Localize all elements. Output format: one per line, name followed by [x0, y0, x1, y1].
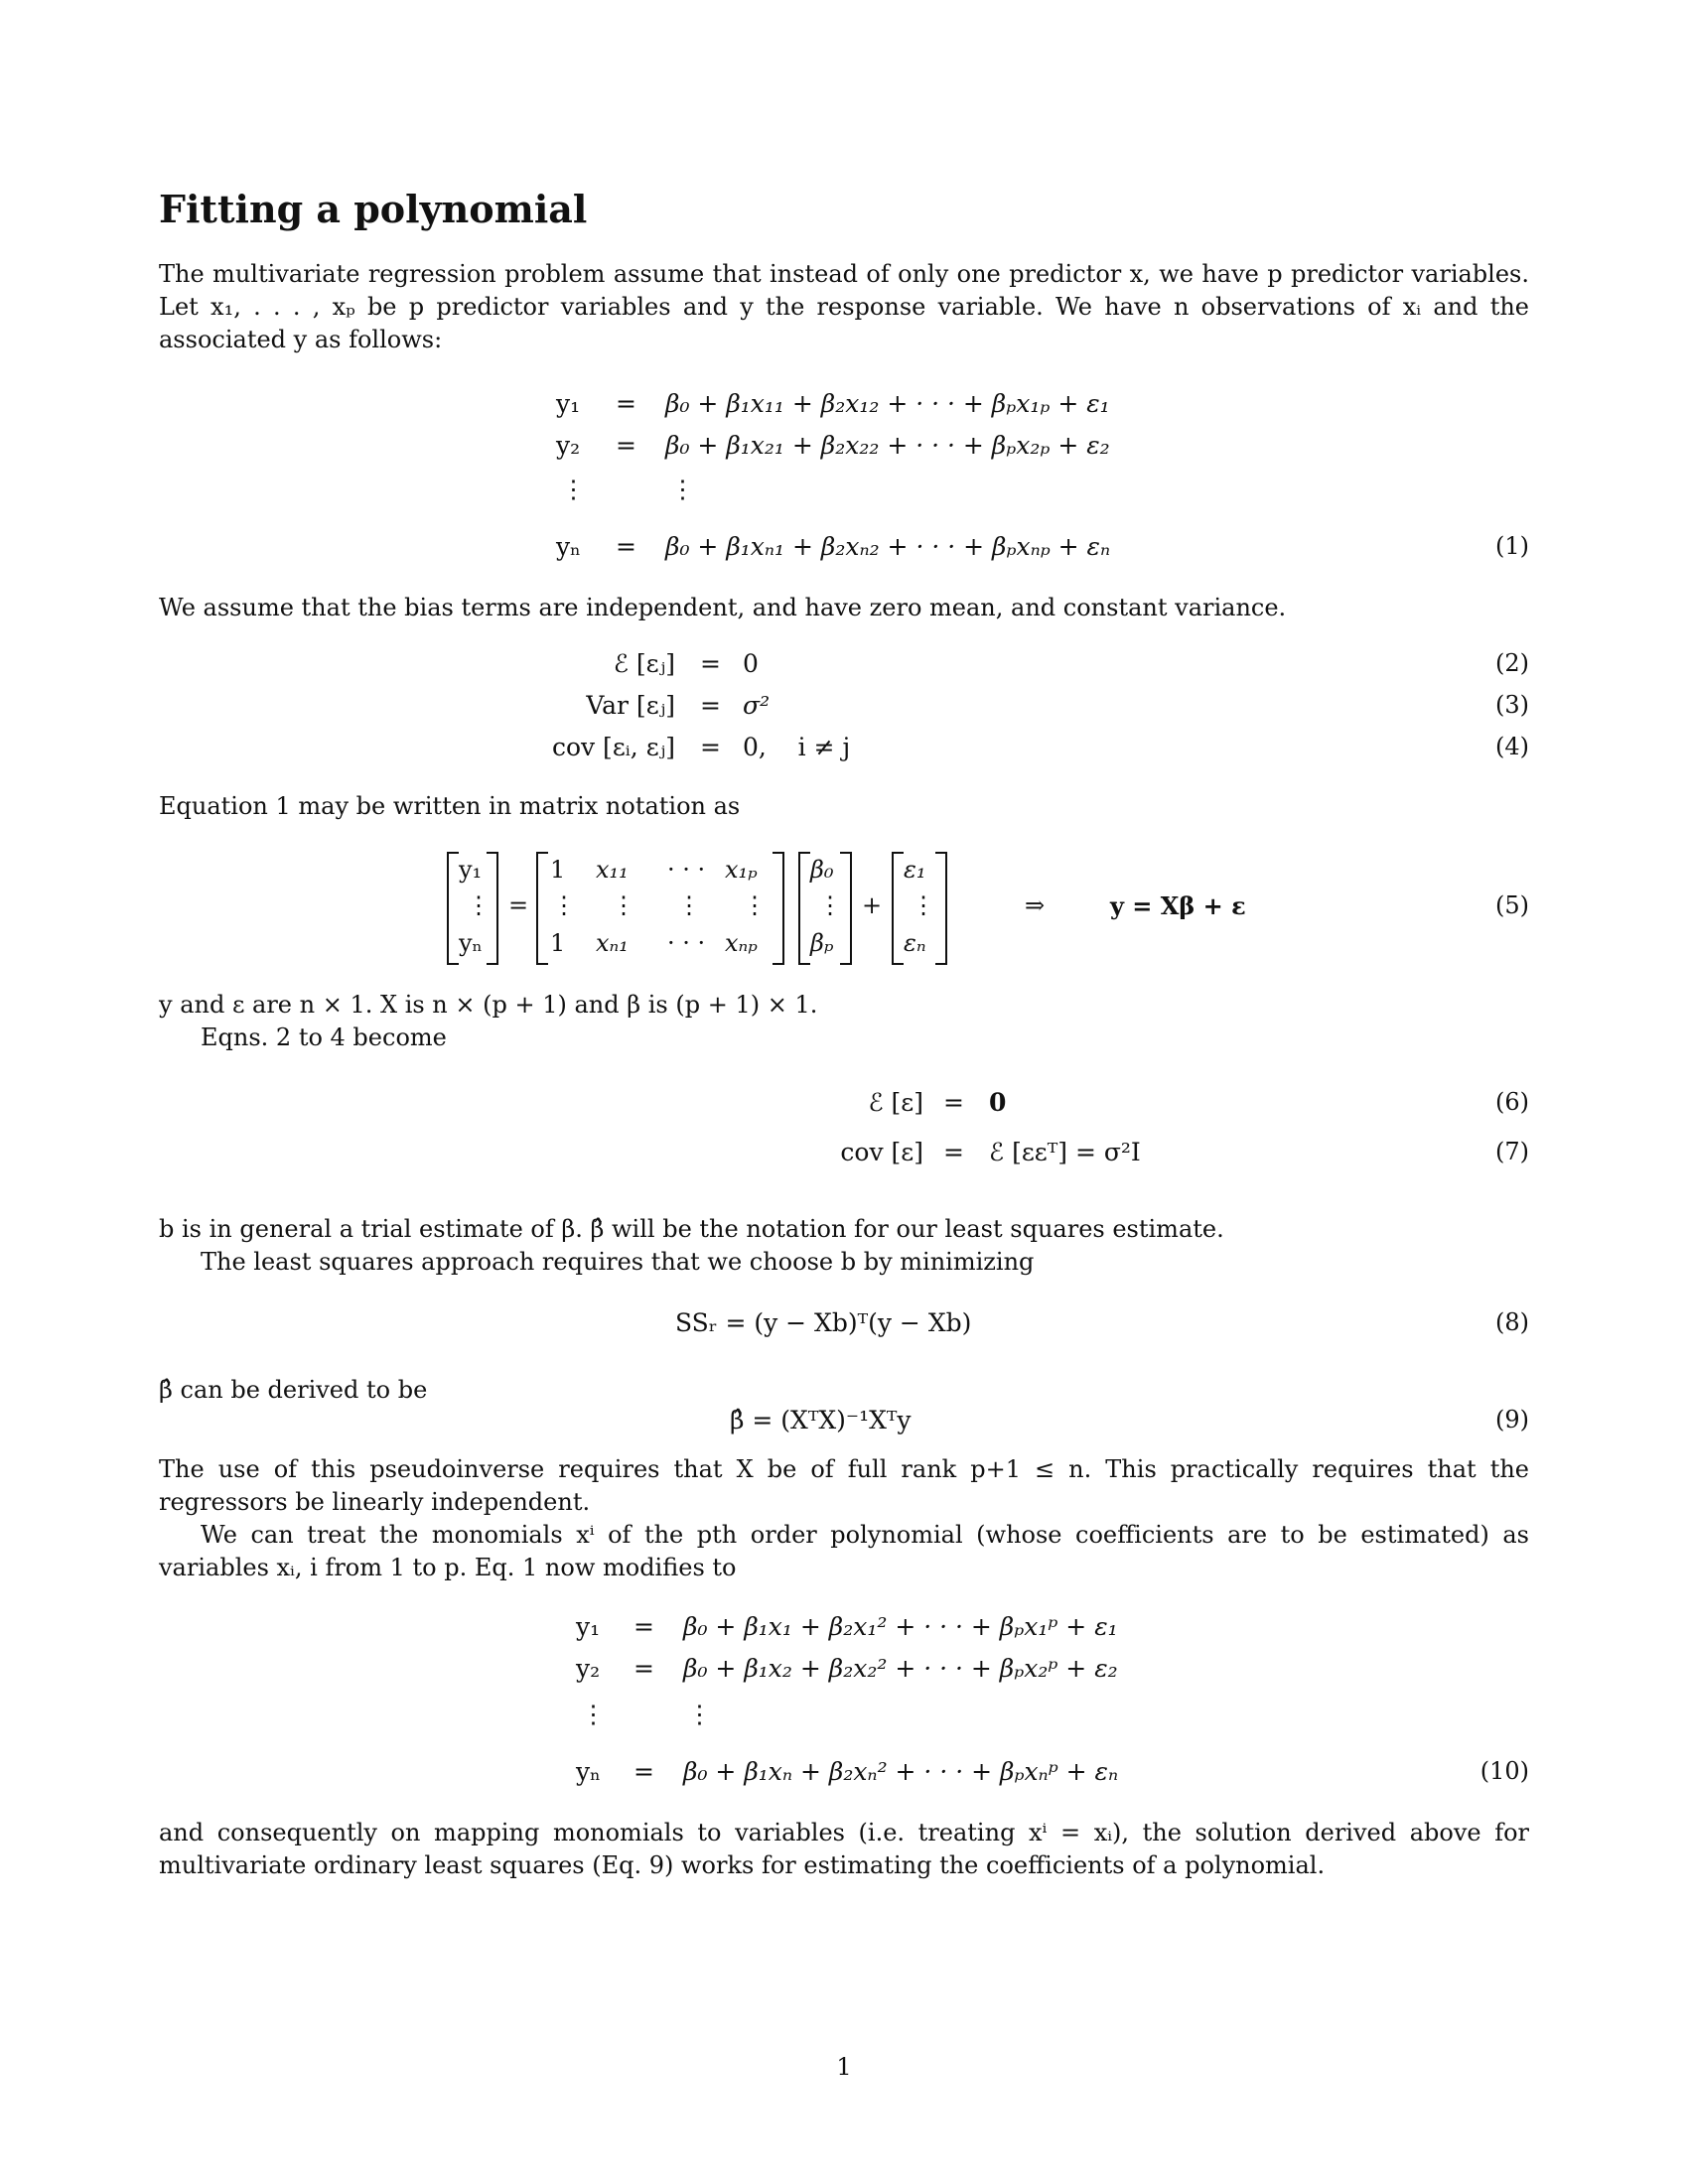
monomials-paragraph: We can treat the monomials xⁱ of the pth order polynomial (whose coefficients are to be estimated) as variables xᵢ, i from 1 to p. Eq. 1 now modifies to	[159, 1521, 1529, 1581]
eq5-number: (5)	[1495, 891, 1529, 919]
eq10-rel-4: =	[633, 1757, 654, 1786]
least-squares-paragraph: The least squares approach requires that we choose b by minimizing	[201, 1248, 1035, 1276]
eq10-number: (10)	[1479, 1757, 1529, 1785]
eq10-lhs-3: ⋮	[581, 1700, 606, 1728]
eq2-number: (2)	[1495, 649, 1529, 677]
eq3-rhs: σ²	[743, 691, 771, 720]
trial-estimate-paragraph: b is in general a trial estimate of β. β̂ will be the notation for our least squares estimate.	[159, 1215, 1224, 1243]
eq1-rel-2: =	[616, 431, 636, 460]
eq10-rel-1: =	[633, 1612, 654, 1641]
eq4-number: (4)	[1495, 733, 1529, 760]
eq6-rel: =	[943, 1088, 964, 1117]
y-vector-left-bracket	[447, 852, 459, 965]
y-vector-entry: yₙ	[459, 929, 483, 957]
eq1-lhs-4: yₙ	[556, 532, 581, 561]
page-number: 1	[836, 2053, 852, 2081]
equation-9: β̂ = (XᵀX)⁻¹Xᵀy	[730, 1406, 912, 1434]
beta-vector-left-bracket	[798, 852, 810, 965]
eps-vector-right-bracket	[935, 852, 947, 965]
beta-vector-entry: β₀	[810, 856, 834, 884]
x-matrix-left-bracket	[536, 852, 548, 965]
eq3-rel: =	[700, 691, 721, 720]
implies-arrow: ⇒	[1025, 891, 1046, 919]
eq7-rhs: ℰ [εεᵀ] = σ²I	[989, 1138, 1141, 1166]
eps-vector-entry: ε₁	[904, 856, 926, 884]
conclusion-paragraph: and consequently on mapping monomials to variables (i.e. treating xⁱ = xᵢ), the solution derived above for multivariate ordinary least squares (Eq. 9) works for estimating the coefficients of a polynomial.	[159, 1819, 1529, 1879]
beta-vector-entry: βₚ	[810, 929, 834, 957]
eq2-rhs: 0	[743, 649, 759, 678]
eq2-rel: =	[700, 649, 721, 678]
beta-vector-right-bracket	[840, 852, 852, 965]
x-matrix-cell: · · ·	[667, 929, 706, 957]
eq10-lhs-2: y₂	[576, 1654, 601, 1683]
eq1-rhs-1: β₀ + β₁x₁₁ + β₂x₁₂ + · · · + βₚx₁ₚ + ε₁	[665, 389, 1110, 418]
x-matrix-cell: 1	[550, 929, 566, 957]
become-paragraph: Eqns. 2 to 4 become	[201, 1024, 447, 1051]
page-title: Fitting a polynomial	[159, 187, 588, 231]
eq10-rhs-2: β₀ + β₁x₂ + β₂x₂² + · · · + βₚx₂ᵖ + ε₂	[683, 1654, 1118, 1683]
eq1-rhs-2: β₀ + β₁x₂₁ + β₂x₂₂ + · · · + βₚx₂ₚ + ε₂	[665, 431, 1110, 460]
eq1-rhs-4: β₀ + β₁xₙ₁ + β₂xₙ₂ + · · · + βₚxₙₚ + εₙ	[665, 532, 1111, 561]
eq10-rel-3: ⋮	[687, 1700, 712, 1728]
x-matrix-cell: ⋮	[552, 891, 576, 919]
eq4-rhs: 0, i ≠ j	[743, 733, 851, 761]
eq1-lhs-1: y₁	[556, 389, 581, 418]
y-vector-entry: y₁	[459, 856, 483, 884]
eps-vector-entry: ⋮	[912, 891, 935, 919]
x-matrix-cell: · · ·	[667, 856, 706, 884]
eq4-lhs: cov [εᵢ, εⱼ]	[551, 733, 675, 761]
eq10-rel-2: =	[633, 1654, 654, 1683]
x-matrix-cell: 1	[550, 856, 566, 884]
eq4-rel: =	[700, 733, 721, 761]
derived-paragraph: β̂ can be derived to be	[159, 1376, 428, 1404]
eq1-lhs-3: ⋮	[561, 475, 586, 503]
eq6-lhs: ℰ [ε]	[868, 1088, 923, 1117]
matrix-plus: +	[862, 891, 883, 919]
eq9-number: (9)	[1495, 1406, 1529, 1433]
eq7-lhs: cov [ε]	[840, 1138, 923, 1166]
eq8-number: (8)	[1495, 1308, 1529, 1336]
compact-form: y = Xβ + ε	[1110, 891, 1246, 920]
eq3-lhs: Var [εⱼ]	[586, 691, 675, 720]
eps-vector-left-bracket	[892, 852, 904, 965]
x-matrix-cell: xₙ₁	[596, 929, 629, 957]
intro-paragraph: The multivariate regression problem assume that instead of only one predictor x, we have p predictor variables. Let x₁, . . . , xₚ be p predictor variables and y the response variable. We have n observations of xᵢ and the associated y as follows:	[159, 260, 1529, 353]
eps-vector-entry: εₙ	[904, 929, 926, 957]
beta-vector-entry: ⋮	[818, 891, 842, 919]
x-matrix-cell: ⋮	[677, 891, 701, 919]
equation-8: SSᵣ = (y − Xb)ᵀ(y − Xb)	[675, 1308, 972, 1337]
pseudoinverse-paragraph: The use of this pseudoinverse requires that X be of full rank p+1 ≤ n. This practically requires that the regressors be linearly independent.	[159, 1455, 1529, 1516]
eq1-lhs-2: y₂	[556, 431, 581, 460]
eq6-number: (6)	[1495, 1088, 1529, 1116]
eq6-rhs: 0	[989, 1088, 1007, 1117]
x-matrix-cell: x₁₁	[596, 856, 629, 884]
y-vector-right-bracket	[487, 852, 498, 965]
x-matrix-cell: xₙₚ	[725, 929, 758, 957]
eq2-lhs: ℰ [εⱼ]	[613, 649, 675, 678]
assumption-paragraph: We assume that the bias terms are independent, and have zero mean, and constant variance.	[159, 594, 1287, 621]
x-matrix-cell: x₁ₚ	[725, 856, 758, 884]
eq7-rel: =	[943, 1138, 964, 1166]
document-page	[159, 0, 1529, 2184]
eq10-lhs-4: yₙ	[576, 1757, 601, 1786]
eq1-number: (1)	[1495, 532, 1529, 560]
x-matrix-right-bracket	[773, 852, 784, 965]
eq10-rhs-1: β₀ + β₁x₁ + β₂x₁² + · · · + βₚx₁ᵖ + ε₁	[683, 1612, 1118, 1641]
matrix-intro-paragraph: Equation 1 may be written in matrix notation as	[159, 792, 741, 820]
eq10-lhs-1: y₁	[576, 1612, 601, 1641]
eq7-number: (7)	[1495, 1138, 1529, 1165]
eq1-rel-3: ⋮	[670, 475, 695, 503]
eq1-rel-1: =	[616, 389, 636, 418]
matrix-equals: =	[508, 891, 529, 919]
eq3-number: (3)	[1495, 691, 1529, 719]
x-matrix-cell: ⋮	[743, 891, 767, 919]
eq10-rhs-4: β₀ + β₁xₙ + β₂xₙ² + · · · + βₚxₙᵖ + εₙ	[683, 1757, 1119, 1786]
dimensions-paragraph: y and ε are n × 1. X is n × (p + 1) and β is (p + 1) × 1.	[159, 991, 818, 1019]
y-vector-entry: ⋮	[467, 891, 491, 919]
eq1-rel-4: =	[616, 532, 636, 561]
x-matrix-cell: ⋮	[612, 891, 635, 919]
